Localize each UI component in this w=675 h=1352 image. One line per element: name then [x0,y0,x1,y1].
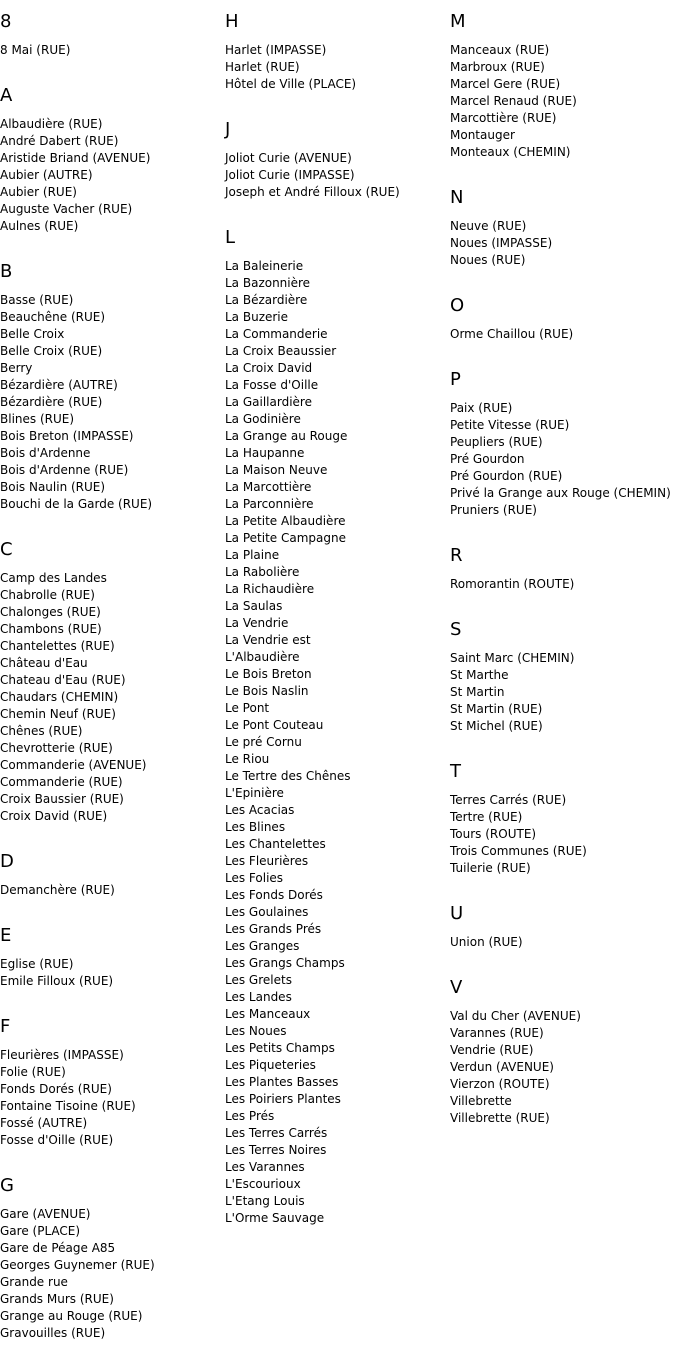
street-name: Marcottière (RUE) [450,111,557,125]
street-index-column-1 [0,10,220,1342]
street-name: Les Poiriers Plantes [225,1092,341,1106]
street-name: Chaudars (CHEMIN) [0,690,119,704]
street-name: André Dabert (RUE) [0,134,119,148]
street-name: Paix (RUE) [450,401,513,415]
street-name: L'Albaudière [225,650,300,664]
street-name: Le pré Cornu [225,735,302,749]
street-name: Les Acacias [225,803,295,817]
street-name: La Marcottière [225,480,312,494]
street-list [450,400,675,519]
street-name: Neuve (RUE) [450,219,527,233]
street-name: Belle Croix (RUE) [0,344,103,358]
street-name: L'Escourioux [225,1177,301,1191]
street-name: Joseph et André Filloux (RUE) [225,185,400,199]
street-name: La Vendrie est [225,633,311,647]
street-name: Demanchère (RUE) [0,883,115,897]
street-name: Pré Gourdon [450,452,525,466]
letter-section [450,976,675,1127]
street-name: La Parconnière [225,497,314,511]
street-name: Les Fonds Dorés [225,888,323,902]
letter-section [450,10,675,161]
street-list [0,882,220,899]
street-name: Bois d'Ardenne (RUE) [0,463,129,477]
street-name: Basse (RUE) [0,293,74,307]
street-name: La Petite Albaudière [225,514,346,528]
street-name: Le Bois Naslin [225,684,309,698]
street-name: Les Grands Prés [225,922,322,936]
street-index-column-3 [450,10,675,1127]
section-letter-heading: B [0,261,13,282]
street-name: Les Folies [225,871,284,885]
street-name: Les Terres Noires [225,1143,327,1157]
street-list [0,42,220,59]
street-name: Les Plantes Basses [225,1075,339,1089]
street-name: Tertre (RUE) [450,810,523,824]
street-name: Verdun (AVENUE) [450,1060,554,1074]
street-name: Chantelettes (RUE) [0,639,115,653]
street-list [225,258,445,1227]
street-name: Le Pont Couteau [225,718,324,732]
street-name: Joliot Curie (IMPASSE) [225,168,355,182]
section-spacer [0,513,220,538]
street-name: Les Grangs Champs [225,956,345,970]
street-name: Le Bois Breton [225,667,312,681]
section-letter-heading: N [450,187,464,208]
street-name: Le Riou [225,752,270,766]
section-spacer [450,343,675,368]
street-name: Joliot Curie (AVENUE) [225,151,352,165]
letter-section [0,1174,220,1342]
street-name: Commanderie (AVENUE) [0,758,147,772]
street-name: La Croix Beaussier [225,344,337,358]
street-name: Chambons (RUE) [0,622,102,636]
letter-section [0,1015,220,1149]
street-name: Villebrette [450,1094,512,1108]
street-name: La Maison Neuve [225,463,328,477]
street-name: Fossé (AUTRE) [0,1116,88,1130]
street-name: La Godinière [225,412,301,426]
letter-section [225,10,445,93]
letter-section [450,902,675,951]
street-name: Bois d'Ardenne [0,446,91,460]
street-name: Chalonges (RUE) [0,605,101,619]
street-name: Les Petits Champs [225,1041,335,1055]
street-name: Gare (PLACE) [0,1224,81,1238]
section-spacer [450,877,675,902]
street-name: Emile Filloux (RUE) [0,974,114,988]
street-name: Hôtel de Ville (PLACE) [225,77,357,91]
street-name: Bézardière (AUTRE) [0,378,118,392]
street-list [0,1047,220,1149]
street-list [0,570,220,825]
street-name: Fontaine Tisoine (RUE) [0,1099,136,1113]
street-name: La Richaudière [225,582,315,596]
street-list [0,1206,220,1342]
street-name: Camp des Landes [0,571,107,585]
street-name: Harlet (RUE) [225,60,300,74]
letter-section [450,294,675,343]
letter-section [225,118,445,201]
section-letter-heading: T [450,761,461,782]
street-name: Château d'Eau [0,656,88,670]
section-spacer [0,825,220,850]
street-name: Pruniers (RUE) [450,503,537,517]
street-name: L'Etang Louis [225,1194,305,1208]
street-name: Chevrotterie (RUE) [0,741,113,755]
section-letter-heading: M [450,11,466,32]
street-list [450,650,675,735]
section-letter-heading: 8 [0,11,12,32]
street-list [0,956,220,990]
street-name: La Fosse d'Oille [225,378,319,392]
street-name: La Rabolière [225,565,300,579]
street-name: Beauchêne (RUE) [0,310,106,324]
street-name: Fosse d'Oille (RUE) [0,1133,114,1147]
street-list [0,292,220,513]
street-name: Aubier (RUE) [0,185,77,199]
street-name: Bouchi de la Garde (RUE) [0,497,153,511]
street-index-column-2 [225,10,445,1227]
street-name: La Commanderie [225,327,328,341]
street-name: Gravouilles (RUE) [0,1326,106,1340]
section-spacer [0,899,220,924]
street-name: Val du Cher (AVENUE) [450,1009,581,1023]
street-name: La Petite Campagne [225,531,346,545]
letter-section [450,760,675,877]
street-name: Berry [0,361,33,375]
letter-section [0,84,220,235]
street-name: La Baleinerie [225,259,304,273]
section-letter-heading: U [450,903,464,924]
street-name: 8 Mai (RUE) [0,43,71,57]
street-name: Chateau d'Eau (RUE) [0,673,126,687]
section-spacer [450,269,675,294]
street-name: St Marthe [450,668,509,682]
street-name: Les Blines [225,820,286,834]
street-list [450,218,675,269]
section-letter-heading: A [0,85,13,106]
street-name: Eglise (RUE) [0,957,74,971]
street-name: Les Goulaines [225,905,309,919]
street-name: Les Granges [225,939,300,953]
street-name: Grande rue [0,1275,68,1289]
section-spacer [450,593,675,618]
street-list [225,42,445,93]
street-name: Le Tertre des Chênes [225,769,351,783]
street-name: La Saulas [225,599,283,613]
street-name: La Gaillardière [225,395,312,409]
street-name: La Bézardière [225,293,308,307]
street-name: Gare de Péage A85 [0,1241,116,1255]
street-name: L'Orme Sauvage [225,1211,325,1225]
street-list [450,792,675,877]
street-name: Noues (IMPASSE) [450,236,553,250]
letter-section [0,260,220,513]
street-name: Romorantin (ROUTE) [450,577,575,591]
street-name: Bois Breton (IMPASSE) [0,429,134,443]
street-name: Les Prés [225,1109,275,1123]
section-letter-heading: F [0,1016,11,1037]
street-name: Tours (ROUTE) [450,827,537,841]
street-name: Privé la Grange aux Rouge (CHEMIN) [450,486,671,500]
street-name: Chabrolle (RUE) [0,588,95,602]
street-name: Monteaux (CHEMIN) [450,145,571,159]
section-letter-heading: H [225,11,239,32]
letter-section [450,618,675,735]
street-name: Chemin Neuf (RUE) [0,707,116,721]
section-spacer [450,161,675,186]
letter-section [0,924,220,990]
street-name: Chênes (RUE) [0,724,83,738]
section-spacer [225,201,445,226]
street-name: Croix David (RUE) [0,809,108,823]
street-name: La Haupanne [225,446,305,460]
street-name: La Plaine [225,548,280,562]
street-name: Les Manceaux [225,1007,311,1021]
street-name: Manceaux (RUE) [450,43,550,57]
section-letter-heading: J [225,119,231,140]
section-letter-heading: R [450,545,463,566]
section-letter-heading: V [450,977,463,998]
street-list [450,576,675,593]
street-name: Aubier (AUTRE) [0,168,93,182]
letter-section [225,226,445,1227]
street-name: Vierzon (ROUTE) [450,1077,550,1091]
street-name: Bézardière (RUE) [0,395,103,409]
street-name: St Michel (RUE) [450,719,543,733]
street-name: Marcel Renaud (RUE) [450,94,577,108]
street-list [450,1008,675,1127]
street-name: Saint Marc (CHEMIN) [450,651,575,665]
street-name: Montauger [450,128,515,142]
street-name: Noues (RUE) [450,253,526,267]
street-name: Union (RUE) [450,935,523,949]
section-letter-heading: G [0,1175,14,1196]
section-spacer [450,735,675,760]
street-name: Aristide Briand (AVENUE) [0,151,151,165]
street-name: Trois Communes (RUE) [450,844,587,858]
letter-section [450,186,675,269]
section-spacer [0,235,220,260]
street-name: Varannes (RUE) [450,1026,544,1040]
street-name: Georges Guynemer (RUE) [0,1258,155,1272]
street-name: La Bazonnière [225,276,311,290]
street-name: Les Piqueteries [225,1058,316,1072]
street-name: La Grange au Rouge [225,429,348,443]
street-name: Auguste Vacher (RUE) [0,202,133,216]
street-name: Croix Baussier (RUE) [0,792,124,806]
street-name: La Buzerie [225,310,289,324]
street-list [450,934,675,951]
section-spacer [0,59,220,84]
street-list [450,42,675,161]
street-name: La Croix David [225,361,313,375]
section-letter-heading: L [225,227,236,248]
section-spacer [450,951,675,976]
letter-section [0,850,220,899]
street-name: Les Fleurières [225,854,309,868]
street-name: Aulnes (RUE) [0,219,79,233]
street-name: Les Grelets [225,973,292,987]
street-name: L'Epinière [225,786,284,800]
street-name: Marbroux (RUE) [450,60,545,74]
street-name: Fonds Dorés (RUE) [0,1082,112,1096]
letter-section [0,10,220,59]
letter-section [0,538,220,825]
section-spacer [225,93,445,118]
street-name: Bois Naulin (RUE) [0,480,106,494]
street-name: Les Noues [225,1024,287,1038]
street-name: Gare (AVENUE) [0,1207,91,1221]
section-spacer [450,519,675,544]
street-name: Marcel Gere (RUE) [450,77,561,91]
street-name: Les Landes [225,990,292,1004]
section-letter-heading: E [0,925,12,946]
street-name: Belle Croix [0,327,65,341]
street-name: St Martin (RUE) [450,702,543,716]
street-list [225,150,445,201]
street-name: Petite Vitesse (RUE) [450,418,570,432]
street-name: Pré Gourdon (RUE) [450,469,563,483]
section-spacer [0,1149,220,1174]
street-name: Les Chantelettes [225,837,326,851]
section-spacer [0,990,220,1015]
street-name: Les Varannes [225,1160,305,1174]
street-name: Grange au Rouge (RUE) [0,1309,143,1323]
section-letter-heading: O [450,295,465,316]
letter-section [450,544,675,593]
street-name: Folie (RUE) [0,1065,66,1079]
street-list [450,326,675,343]
street-name: Orme Chaillou (RUE) [450,327,574,341]
section-letter-heading: C [0,539,13,560]
street-name: Grands Murs (RUE) [0,1292,114,1306]
street-name: Blines (RUE) [0,412,75,426]
street-list [0,116,220,235]
street-name: Le Pont [225,701,270,715]
street-name: La Vendrie [225,616,289,630]
section-letter-heading: D [0,851,14,872]
street-name: Albaudière (RUE) [0,117,103,131]
street-name: Harlet (IMPASSE) [225,43,327,57]
street-name: Tuilerie (RUE) [450,861,531,875]
street-name: Villebrette (RUE) [450,1111,550,1125]
section-letter-heading: P [450,369,461,390]
street-name: Vendrie (RUE) [450,1043,534,1057]
street-name: Fleurières (IMPASSE) [0,1048,124,1062]
street-name: Terres Carrés (RUE) [450,793,567,807]
street-name: Commanderie (RUE) [0,775,123,789]
street-name: St Martin [450,685,505,699]
street-name: Les Terres Carrés [225,1126,328,1140]
section-letter-heading: S [450,619,462,640]
street-name: Peupliers (RUE) [450,435,543,449]
letter-section [450,368,675,519]
